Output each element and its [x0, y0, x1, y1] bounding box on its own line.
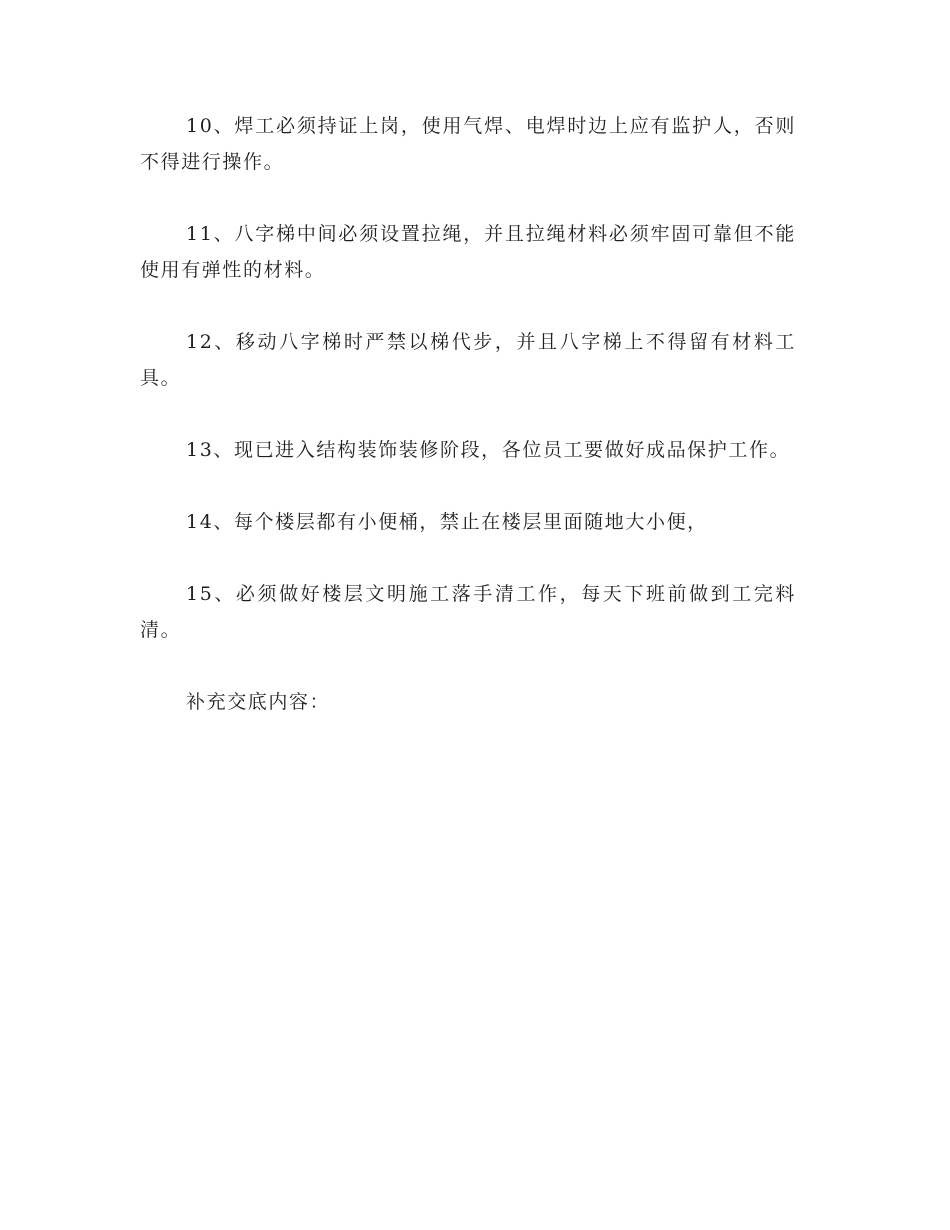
rule-item-12: 12、移动八字梯时严禁以梯代步，并且八字梯上不得留有材料工具。 [140, 331, 796, 389]
document-body [140, 108, 796, 756]
rule-item-15: 15、必须做好楼层文明施工落手清工作，每天下班前做到工完料清。 [140, 583, 796, 641]
rule-item-11: 11、八字梯中间必须设置拉绳，并且拉绳材料必须牢固可靠但不能使用有弹性的材料。 [140, 223, 796, 281]
rule-item-10: 10、焊工必须持证上岗，使用气焊、电焊时边上应有监护人，否则不得进行操作。 [140, 115, 796, 173]
supplementary-notes-label: 补充交底内容： [186, 691, 331, 713]
rule-item-14: 14、每个楼层都有小便桶，禁止在楼层里面随地大小便， [186, 511, 708, 533]
rule-item-13: 13、现已进入结构装饰装修阶段，各位员工要做好成品保护工作。 [186, 439, 791, 461]
